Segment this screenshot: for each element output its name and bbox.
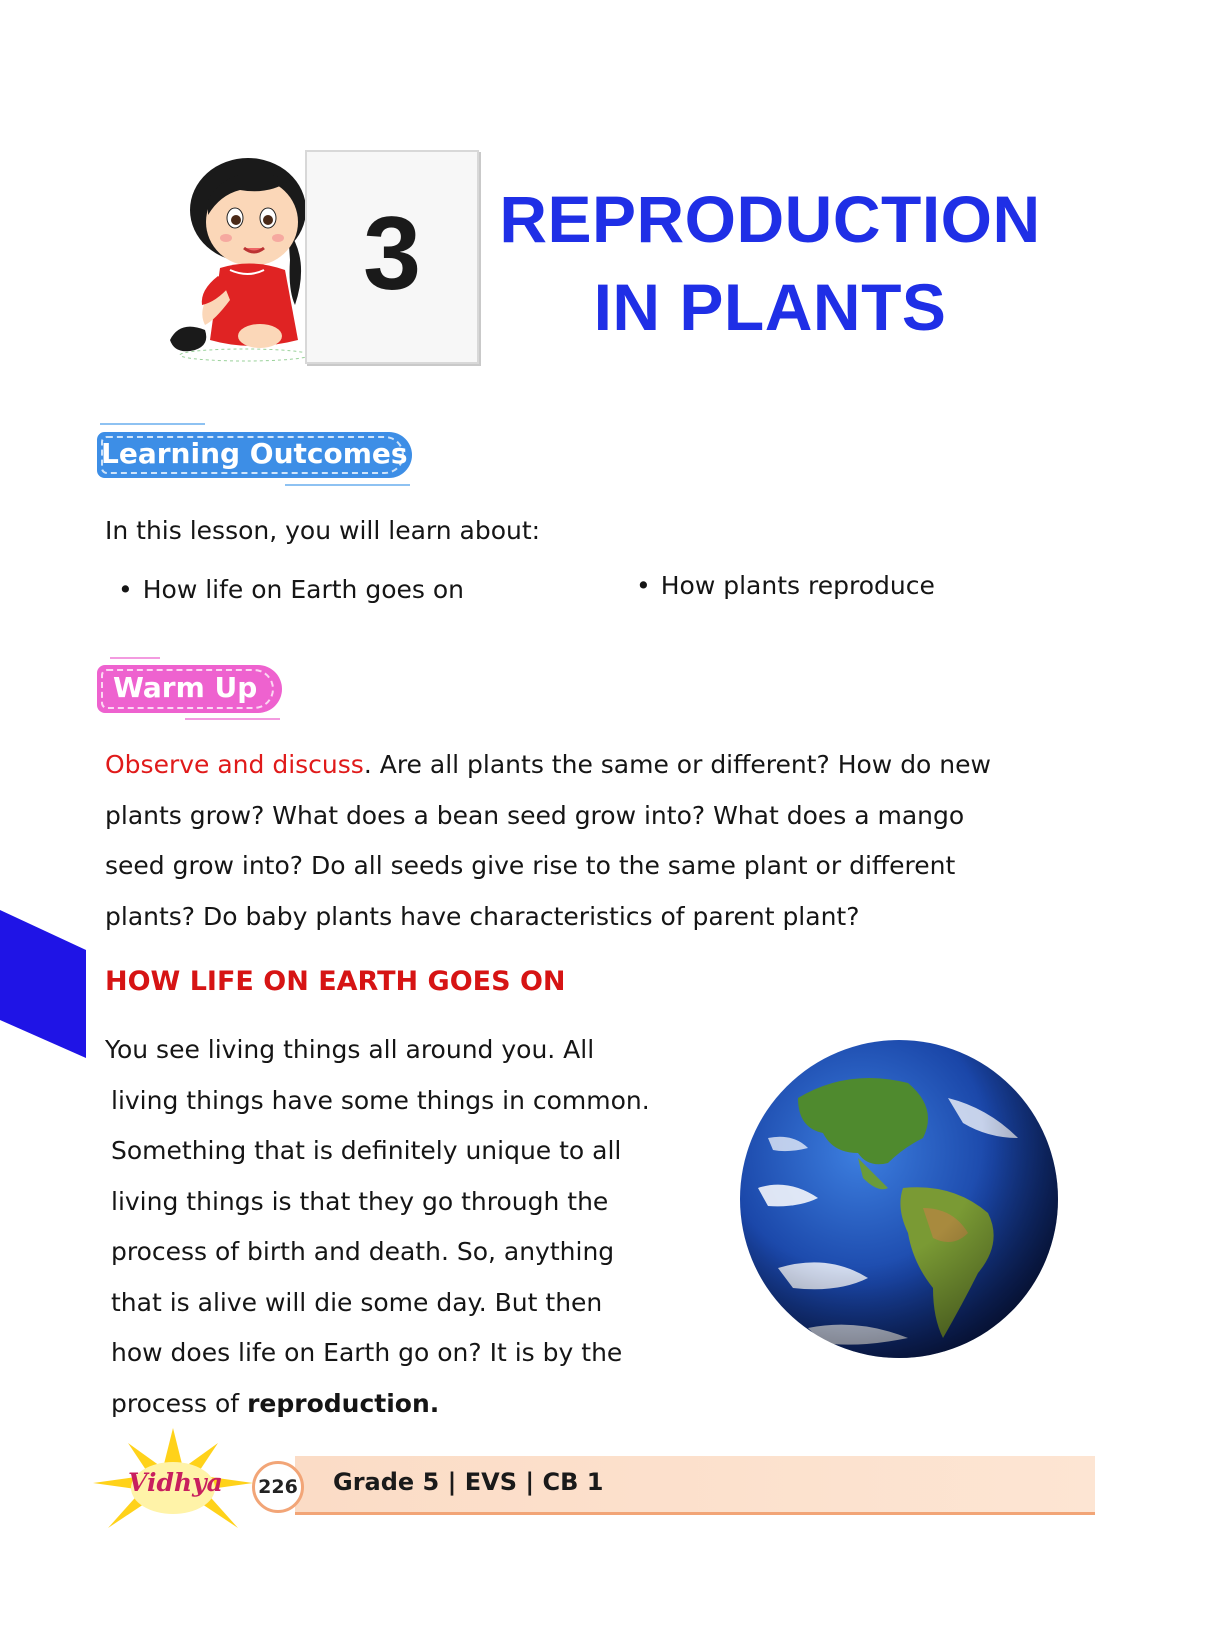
warm-up-line: plants? Do baby plants have characteristics of parent plant? <box>105 901 860 931</box>
paragraph-line: living things have some things in common. <box>111 1085 650 1115</box>
warm-up-paragraph <box>105 740 1085 942</box>
warm-up-line: seed grow into? Do all seeds give rise to the same plant or different <box>105 851 956 880</box>
chapter-title-line-1: REPRODUCTION <box>499 182 1041 256</box>
section-heading: HOW LIFE ON EARTH GOES ON <box>105 966 566 997</box>
section-paragraph <box>105 1025 715 1429</box>
learning-outcomes-label <box>97 432 412 478</box>
warm-up-text: Warm Up <box>113 671 258 704</box>
chapter-title <box>490 175 1050 351</box>
outcome-item-text: How life on Earth goes on <box>142 575 464 604</box>
vidhya-sun-logo-icon <box>88 1428 258 1538</box>
logo-text: Vidhya <box>128 1468 223 1497</box>
outcome-item <box>636 570 935 602</box>
chapter-number-card <box>305 150 479 364</box>
paragraph-text: process of <box>111 1388 248 1418</box>
keyword-reproduction: reproduction. <box>247 1388 440 1418</box>
side-tab-marker <box>0 910 86 1058</box>
warm-up-label <box>97 665 282 713</box>
learning-outcomes-text: Learning Outcomes <box>101 437 408 470</box>
decorative-line <box>100 423 205 425</box>
paragraph-line: Something that is definitely unique to all <box>111 1136 622 1165</box>
bullet-icon: • <box>118 575 133 604</box>
bullet-icon: • <box>636 571 651 600</box>
lesson-intro: In this lesson, you will learn about: <box>105 516 541 545</box>
paragraph-line: living things is that they go through the <box>111 1186 609 1216</box>
earth-globe-icon <box>738 1038 1060 1360</box>
decorative-line <box>185 718 280 720</box>
outcome-item-text: How plants reproduce <box>660 571 935 600</box>
paragraph-line: how does life on Earth go on? It is by the <box>111 1338 623 1367</box>
chapter-number: 3 <box>363 196 421 312</box>
warm-up-line: . Are all plants the same or different? How do new <box>363 750 991 779</box>
footer-course-info: Grade 5 | EVS | CB 1 <box>333 1468 604 1496</box>
warm-up-lead: Observe and discuss <box>105 750 364 779</box>
paragraph-line: that is alive will die some day. But then <box>111 1287 603 1317</box>
warm-up-line: plants grow? What does a bean seed grow into? What does a mango <box>105 800 965 830</box>
chapter-title-line-2: IN PLANTS <box>593 270 947 344</box>
paragraph-line <box>105 1379 715 1430</box>
outcome-item <box>118 574 464 606</box>
paragraph-line: You see living things all around you. All <box>105 1035 595 1064</box>
girl-illustration-icon <box>160 140 320 365</box>
page-number: 226 <box>252 1461 304 1513</box>
footer-bar <box>295 1456 1095 1515</box>
decorative-line <box>285 484 410 486</box>
paragraph-line: process of birth and death. So, anything <box>111 1237 615 1266</box>
decorative-line <box>110 657 160 659</box>
